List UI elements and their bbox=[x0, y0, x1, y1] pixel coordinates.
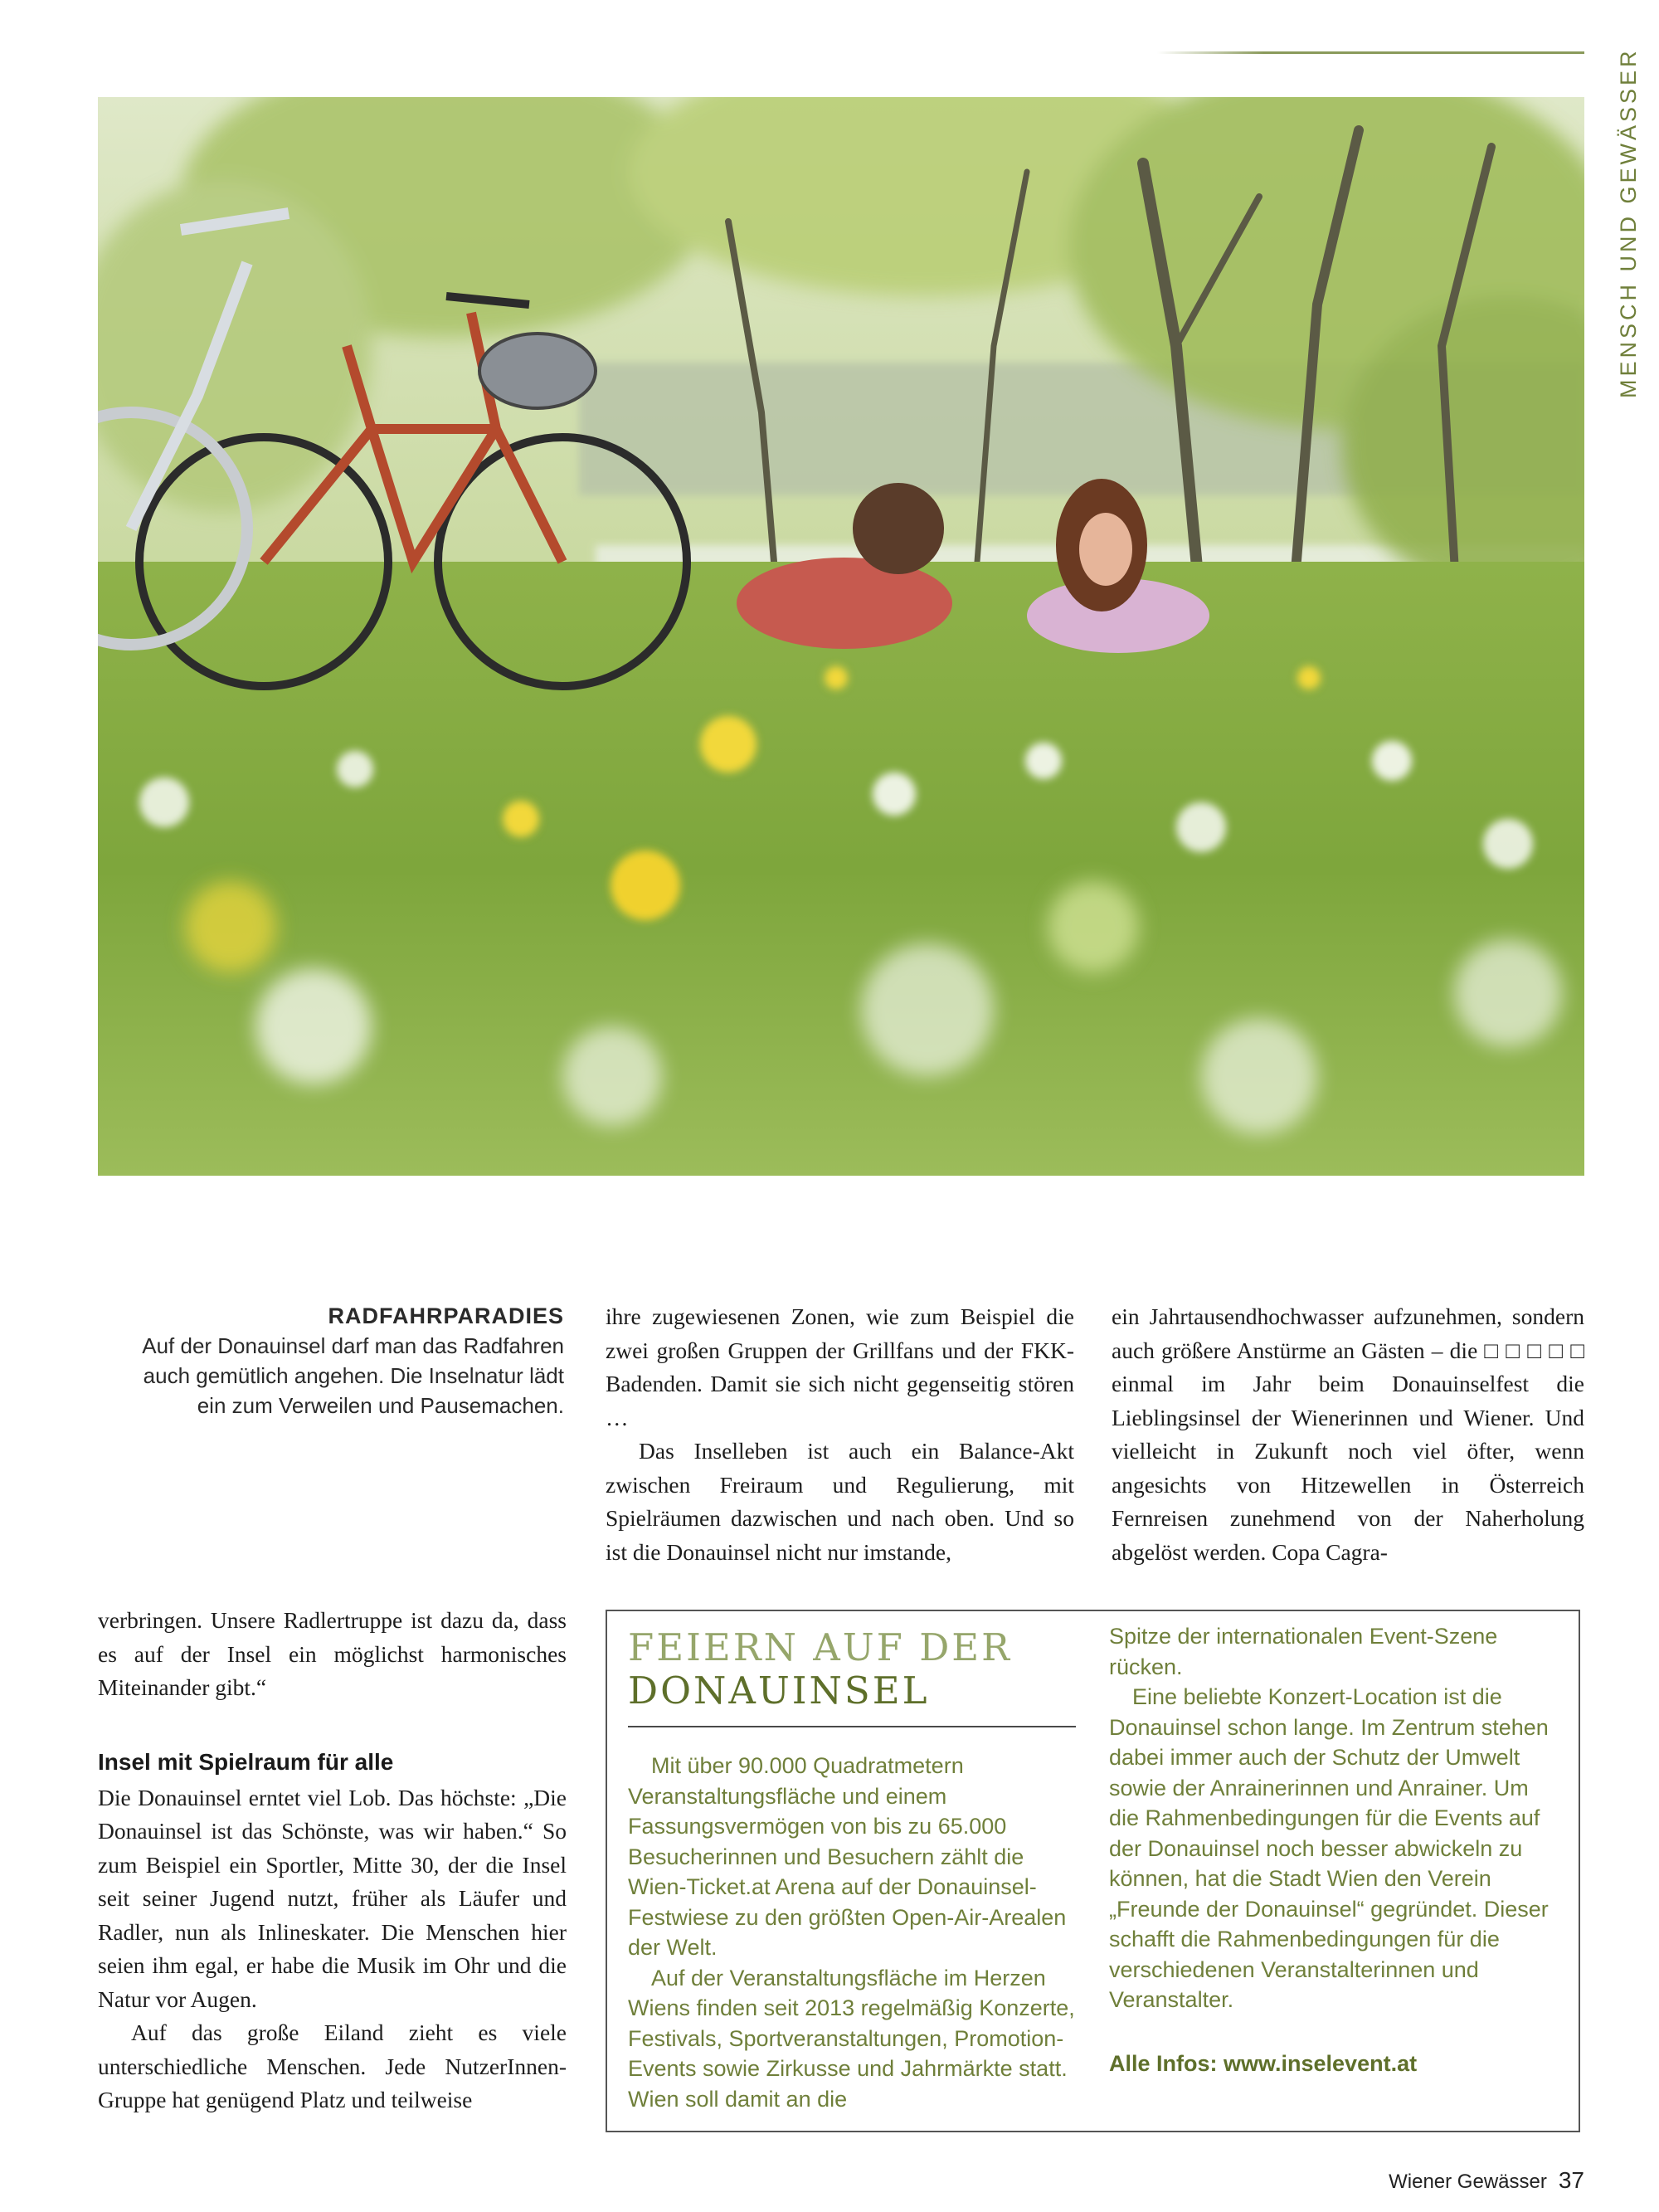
caption-title: RADFAHRPARADIES bbox=[328, 1303, 564, 1328]
article-column-2-top bbox=[606, 1300, 1074, 1569]
photo-caption bbox=[124, 1301, 564, 1420]
article-subheading: Insel mit Spielraum für alle bbox=[98, 1748, 394, 1775]
info-box-title-line1: FEIERN AUF DER bbox=[628, 1625, 1013, 1669]
paragraph: Mit über 90.000 Quadratmetern Veranstaltungsfläche und einem Fassungsvermögen von bis zu 65.000 Besucherinnen und Besuchern zählt die Wien-Ticket.at Arena auf der Donauinsel-Festwiese zu den größten Open-Air-Arealen der Welt. bbox=[628, 1753, 1067, 1960]
info-box-title bbox=[628, 1626, 1059, 1713]
info-box-title-line2: DONAUINSEL bbox=[628, 1669, 930, 1713]
paragraph: Eine beliebte Konzert-Location ist die Donauinsel schon lange. Im Zentrum stehen dabei immer auch der Schutz der Umwelt sowie der Anrainerinnen und Anrainer. Um die Rahmenbedingungen für die Events auf der Donauinsel noch besser abwickeln zu können, hat die Stadt Wien den Verein „Freunde der Donauinsel“ gegründet. Dieser schafft die Rahmenbedingungen für die verschiedenen Veranstalterinnen und Veranstalter. bbox=[1109, 1684, 1549, 2012]
caption-text: Auf der Donauinsel darf man das Radfahren auch gemütlich angehen. Die Inselnatur lädt ein zum Verweilen und Pausemachen. bbox=[142, 1333, 564, 1418]
info-link[interactable]: Alle Infos: www.inselevent.at bbox=[1109, 2050, 1418, 2076]
paragraph: verbringen. Unsere Radlertruppe ist dazu da, dass es auf der Insel ein möglichst harmonisches Miteinander gibt.“ bbox=[98, 1607, 567, 1700]
paragraph: Das Inselleben ist auch ein Balance-Akt zwischen Freiraum und Regulierung, mit Spielräumen dazwischen und nach oben. Und so ist die Donauinsel nicht nur imstande, bbox=[606, 1438, 1074, 1565]
section-label: MENSCH UND GEWÄSSER bbox=[1616, 47, 1641, 398]
header-rule bbox=[1157, 51, 1584, 54]
paragraph: Auf das große Eiland zieht es viele unterschiedliche Menschen. Jede NutzerInnen-Gruppe hat genügend Platz und teilweise bbox=[98, 2020, 567, 2112]
hero-photo bbox=[98, 97, 1584, 1176]
paragraph: Die Donauinsel erntet viel Lob. Das höchste: „Die Donauinsel ist das Schönste, was wir haben.“ So zum Beispiel ein Sportler, Mitte 30, der die Insel seit seiner Jugend nutzt, früher als Läufer und Radler, nun als Inlineskater. Die Menschen hier seien ihm egal, er habe die Musik im Ohr und die Natur vor Augen. bbox=[98, 1784, 567, 2012]
info-box-rule bbox=[628, 1726, 1076, 1727]
info-box-left-column bbox=[628, 1751, 1076, 2114]
paragraph: ihre zugewiesenen Zonen, wie zum Beispiel die zwei großen Gruppen der Grillfans und der FKK-Badenden. Damit sie sich nicht gegenseitig stören … bbox=[606, 1303, 1074, 1430]
article-column-1-bottom bbox=[98, 1604, 567, 2117]
page-footer bbox=[1327, 2167, 1584, 2194]
info-box bbox=[606, 1610, 1580, 2132]
paragraph: ein Jahrtausendhochwasser aufzunehmen, sondern auch größere Anstürme an Gästen – die □ □ □ □ □ einmal im Jahr beim Donauinselfest die Lieblingsinsel der Wienerinnen und Wiener. Und vielleicht in Zukunft noch viel öfter, wenn angesichts von Hitzewellen in Österreich Fernreisen zunehmend von der Naherholung abgelöst werden. Copa Cagra- bbox=[1112, 1303, 1584, 1565]
paragraph: Auf der Veranstaltungsfläche im Herzen Wiens finden seit 2013 regelmäßig Konzerte, Festivals, Sportveranstaltungen, Promotion-Events sowie Zirkusse und Jahrmärkte statt. Wien soll damit an die bbox=[628, 1965, 1075, 2112]
article-column-3-top bbox=[1112, 1300, 1584, 1569]
paragraph: Spitze der internationalen Event-Szene rücken. bbox=[1109, 1624, 1498, 1679]
page-number: 37 bbox=[1558, 2167, 1584, 2193]
publication-name: Wiener Gewässer bbox=[1389, 2171, 1547, 2193]
info-box-right-column bbox=[1109, 1621, 1561, 2078]
